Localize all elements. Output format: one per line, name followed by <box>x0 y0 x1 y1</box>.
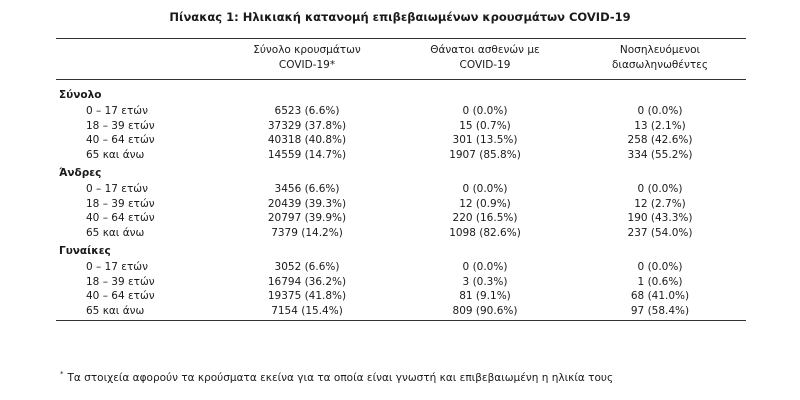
table-row <box>56 260 746 275</box>
age-cell: 65 και άνω <box>86 226 145 239</box>
intubated-cell: 97 (58.4%) <box>574 304 746 321</box>
intubated-cell: 68 (41.0%) <box>630 290 690 302</box>
header-total-cases-line2: COVID-19* <box>278 59 336 71</box>
cases-cell: 3456 (6.6%) <box>274 183 340 195</box>
cases-cell: 20439 (39.3%) <box>267 197 347 210</box>
table-row <box>56 289 746 304</box>
group-header-men <box>56 162 746 182</box>
table-title: Πίνακας 1: Ηλικιακή κατανομή επιβεβαιωμένων κρουσμάτων COVID-19 <box>169 10 631 24</box>
intubated-cell: 12 (2.7%) <box>634 197 686 210</box>
age-cell: 0 – 17 ετών <box>86 183 148 195</box>
group-header-total <box>56 84 746 104</box>
deaths-cell: 0 (0.0%) <box>462 183 508 195</box>
group-header-women <box>56 240 746 260</box>
cases-cell: 37329 (37.8%) <box>267 119 347 132</box>
table-row <box>56 182 746 197</box>
age-cell: 40 – 64 ετών <box>86 212 155 224</box>
cases-cell: 16794 (36.2%) <box>267 275 347 288</box>
age-cell: 65 και άνω <box>56 304 218 321</box>
table-body <box>56 80 746 321</box>
age-distribution-table <box>56 38 746 321</box>
cases-cell: 3052 (6.6%) <box>274 261 340 273</box>
footnote <box>60 370 613 384</box>
age-cell: 18 – 39 ετών <box>86 197 155 210</box>
header-intubated-line2: διασωληνωθέντες <box>612 59 708 71</box>
cases-cell: 19375 (41.8%) <box>267 290 347 302</box>
header-age-column <box>56 39 218 80</box>
intubated-cell: 190 (43.3%) <box>627 212 693 224</box>
deaths-cell: 1907 (85.8%) <box>449 148 521 161</box>
group-label: Γυναίκες <box>59 245 111 257</box>
intubated-cell: 13 (2.1%) <box>634 119 686 132</box>
intubated-cell: 1 (0.6%) <box>637 275 683 288</box>
cases-cell: 7379 (14.2%) <box>271 226 343 239</box>
age-cell: 18 – 39 ετών <box>86 119 155 132</box>
deaths-cell: 220 (16.5%) <box>452 212 518 224</box>
table-header <box>56 39 746 80</box>
intubated-cell: 258 (42.6%) <box>627 134 693 146</box>
table-row <box>56 226 746 241</box>
deaths-cell: 1098 (82.6%) <box>449 226 521 239</box>
table-row <box>56 104 746 119</box>
table-row <box>56 304 746 321</box>
table-row <box>56 148 746 163</box>
table-row <box>56 119 746 134</box>
intubated-cell: 237 (54.0%) <box>627 226 693 239</box>
deaths-cell: 15 (0.7%) <box>459 119 511 132</box>
deaths-cell: 0 (0.0%) <box>462 261 508 273</box>
footnote-text: Τα στοιχεία αφορούν τα κρούσματα εκείνα για τα οποία είναι γνωστή και επιβεβαιωμένη η ηλικία τους <box>67 372 614 384</box>
table-row <box>56 211 746 226</box>
deaths-cell: 301 (13.5%) <box>452 134 518 146</box>
group-label: Σύνολο <box>59 89 102 101</box>
cases-cell: 7154 (15.4%) <box>218 304 396 321</box>
age-cell: 40 – 64 ετών <box>86 290 155 302</box>
age-cell: 40 – 64 ετών <box>86 134 155 146</box>
cases-cell: 20797 (39.9%) <box>267 212 347 224</box>
cases-cell: 6523 (6.6%) <box>274 105 340 117</box>
header-intubated <box>574 39 746 80</box>
table-row <box>56 197 746 212</box>
deaths-cell: 3 (0.3%) <box>462 275 508 288</box>
age-cell: 18 – 39 ετών <box>86 275 155 288</box>
table-row <box>56 275 746 290</box>
table-row <box>56 133 746 148</box>
age-cell: 0 – 17 ετών <box>86 261 148 273</box>
header-deaths-line1: Θάνατοι ασθενών με <box>430 44 540 56</box>
deaths-cell: 0 (0.0%) <box>462 105 508 117</box>
header-row <box>56 39 746 80</box>
age-cell: 0 – 17 ετών <box>86 105 148 117</box>
deaths-cell: 12 (0.9%) <box>459 197 511 210</box>
deaths-cell: 81 (9.1%) <box>459 290 511 302</box>
header-total-cases <box>218 39 396 80</box>
group-label: Άνδρες <box>59 167 102 179</box>
header-deaths <box>396 39 574 80</box>
footnote-mark: * <box>60 370 64 378</box>
cases-cell: 14559 (14.7%) <box>267 148 347 161</box>
header-total-cases-line1: Σύνολο κρουσμάτων <box>253 44 361 56</box>
intubated-cell: 0 (0.0%) <box>637 261 683 273</box>
deaths-cell: 809 (90.6%) <box>396 304 574 321</box>
intubated-cell: 334 (55.2%) <box>627 148 693 161</box>
header-intubated-line1: Νοσηλευόμενοι <box>619 44 701 56</box>
intubated-cell: 0 (0.0%) <box>637 183 683 195</box>
age-cell: 65 και άνω <box>86 148 145 161</box>
intubated-cell: 0 (0.0%) <box>637 105 683 117</box>
cases-cell: 40318 (40.8%) <box>267 134 347 146</box>
header-deaths-line2: COVID-19 <box>459 59 511 71</box>
